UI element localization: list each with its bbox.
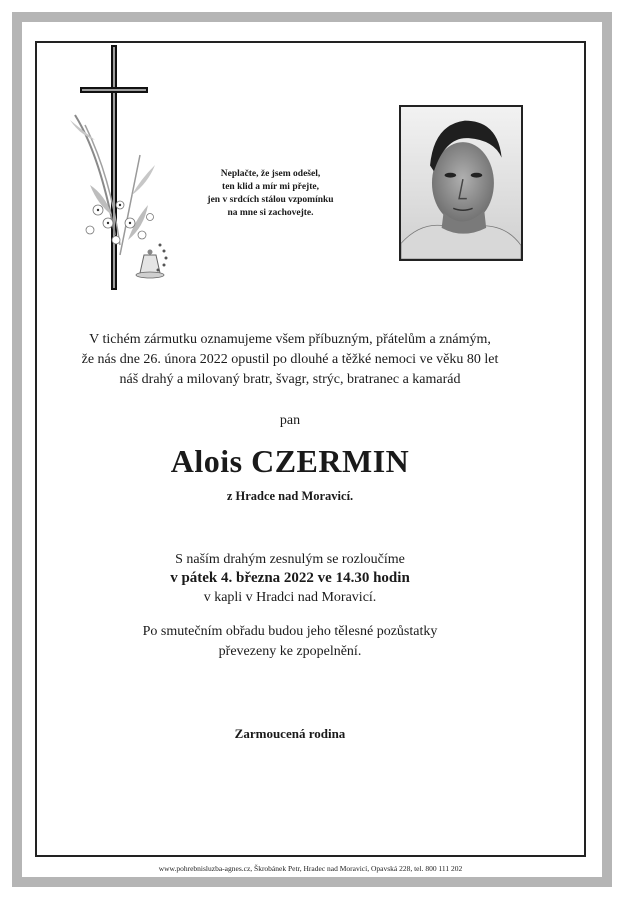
quote-line: na mne si zachovejte. — [227, 208, 314, 218]
farewell-info — [20, 550, 560, 607]
quote-line: Neplačte, že jsem odešel, — [220, 169, 321, 179]
death-announcement — [20, 330, 560, 390]
cross-with-lilies-icon — [60, 45, 180, 305]
portrait-photo — [399, 105, 523, 261]
farewell-date-time: v pátek 4. března 2022 ve 14.30 hodin — [170, 570, 410, 586]
farewell-place: v kapli v Hradci nad Moravicí. — [203, 590, 377, 605]
quote-line: ten klid a mír mi přejte, — [222, 182, 319, 192]
announcement-line: že nás dne 26. února 2022 opustil po dlouhé a těžké nemoci ve věku 80 let — [81, 352, 499, 367]
ceremony-line: Po smutečním obřadu budou jeho tělesné pozůstatky — [142, 624, 438, 639]
ceremony-note — [20, 622, 560, 662]
announcement-line: V tichém zármutku oznamujeme všem příbuzným, přátelům a známým, — [89, 332, 491, 347]
farewell-intro: S naším drahým zesnulým se rozloučíme — [175, 552, 405, 567]
ceremony-line: převezeny ke zpopelnění. — [218, 644, 362, 659]
announcement-line: náš drahý a milovaný bratr, švagr, strýc, bratranec a kamarád — [119, 372, 461, 387]
memorial-quote — [198, 168, 343, 220]
hometown: z Hradce nad Moravicí. — [226, 489, 354, 503]
family-signature: Zarmoucená rodina — [234, 726, 346, 741]
deceased-name: Alois CZERMIN — [170, 443, 410, 479]
title-prefix: pan — [279, 413, 301, 428]
footer-contact: www.pohrebnisluzba-agnes.cz, Škrobánek Petr, Hradec nad Moravicí, Opavská 228, tel. 800 111 202 — [158, 864, 463, 873]
quote-line: jen v srdcích stálou vzpomínku — [207, 195, 334, 205]
